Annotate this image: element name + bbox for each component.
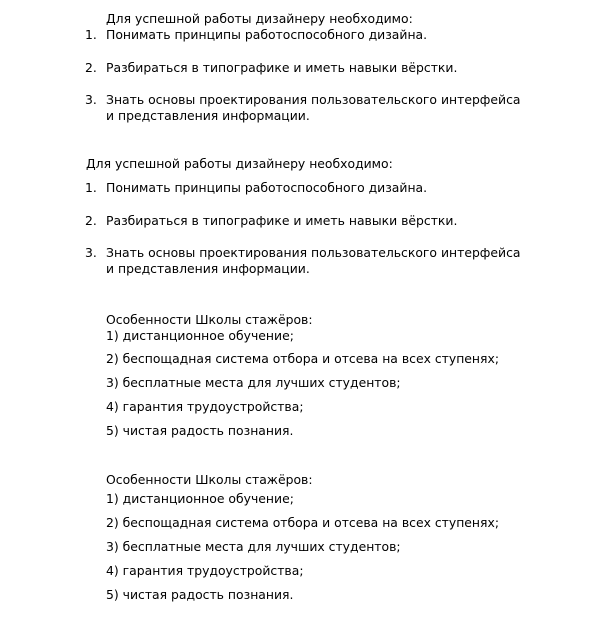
list-item-text: Разбираться в типографике и иметь навыки вёрстки. bbox=[106, 60, 458, 75]
list-item-text-continued: и представления информации. bbox=[106, 108, 310, 123]
list-item-text: Разбираться в типографике и иметь навыки вёрстки. bbox=[106, 213, 458, 228]
section-3-item-3: 3) бесплатные места для лучших студентов; bbox=[106, 375, 401, 390]
section-4-item-4: 4) гарантия трудоустройства; bbox=[106, 563, 304, 578]
list-item-text: Знать основы проектирования пользовательского интерфейса bbox=[106, 245, 521, 260]
section-2-heading: Для успешной работы дизайнеру необходимо: bbox=[86, 156, 393, 171]
section-4-heading: Особенности Школы стажёров: bbox=[106, 472, 313, 487]
section-3-item-2: 2) беспощадная система отбора и отсева на всех ступенях; bbox=[106, 351, 499, 366]
section-3-item-5: 5) чистая радость познания. bbox=[106, 423, 294, 438]
section-3-heading: Особенности Школы стажёров: bbox=[106, 312, 313, 327]
list-item-text-continued: и представления информации. bbox=[106, 261, 310, 276]
list-item-text: Понимать принципы работоспособного дизайна. bbox=[106, 27, 428, 42]
section-4-item-3: 3) бесплатные места для лучших студентов; bbox=[106, 539, 401, 554]
section-3-item-1: 1) дистанционное обучение; bbox=[106, 328, 294, 343]
list-marker: 1. bbox=[85, 27, 97, 42]
list-item-text: Знать основы проектирования пользовательского интерфейса bbox=[106, 92, 521, 107]
section-3-item-4: 4) гарантия трудоустройства; bbox=[106, 399, 304, 414]
section-4-item-2: 2) беспощадная система отбора и отсева на всех ступенях; bbox=[106, 515, 499, 530]
section-1-heading: Для успешной работы дизайнеру необходимо: bbox=[106, 11, 413, 26]
section-4-item-5: 5) чистая радость познания. bbox=[106, 587, 294, 602]
section-4-item-1: 1) дистанционное обучение; bbox=[106, 491, 294, 506]
list-item-text: Понимать принципы работоспособного дизайна. bbox=[106, 180, 428, 195]
list-marker: 3. bbox=[85, 92, 97, 107]
list-marker: 1. bbox=[85, 180, 97, 195]
list-marker: 3. bbox=[85, 245, 97, 260]
list-marker: 2. bbox=[85, 213, 97, 228]
list-marker: 2. bbox=[85, 60, 97, 75]
